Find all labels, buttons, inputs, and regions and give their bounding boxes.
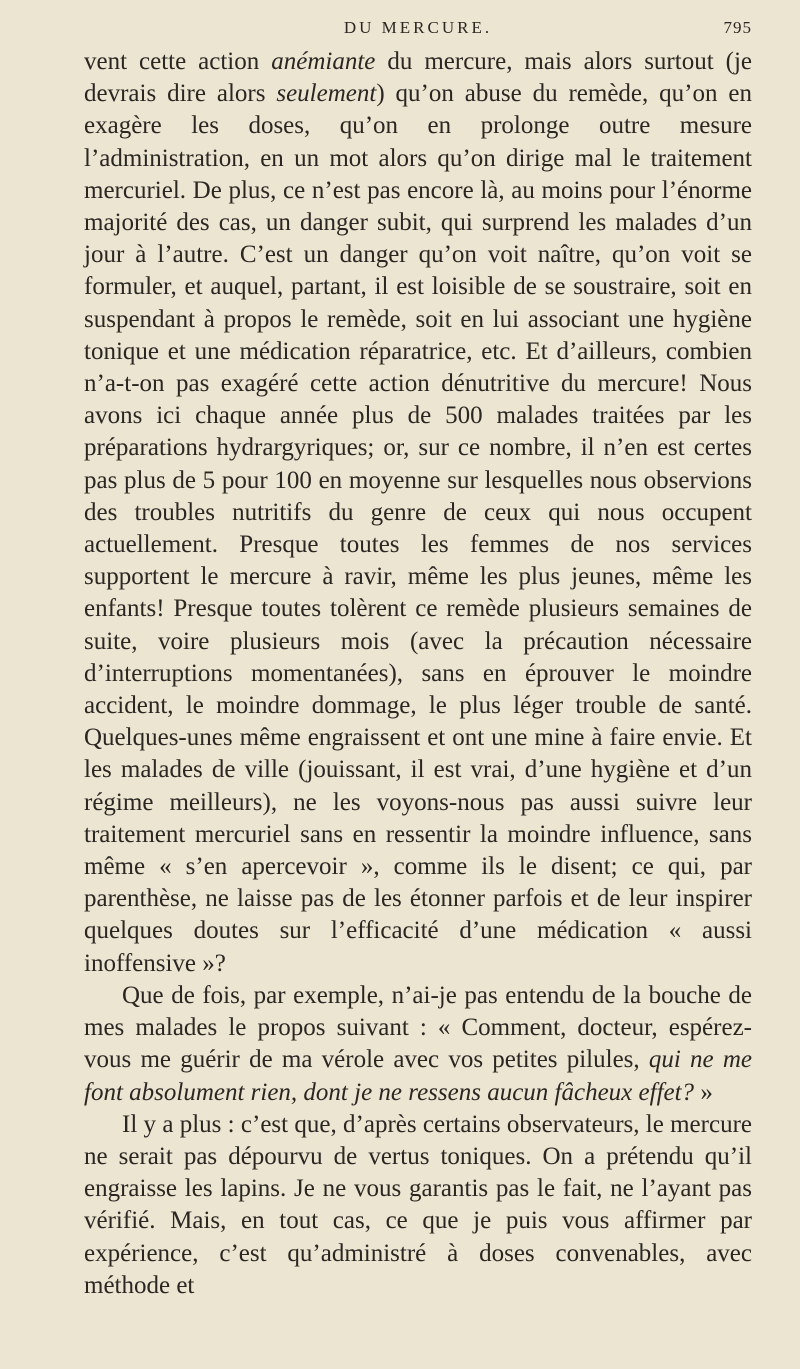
body-text	[84, 46, 752, 1302]
text-run: du mercure, mais alors surtout (je devrais dire alors	[84, 48, 752, 108]
text-run: Il y a plus : c’est que, d’après certains observateurs, le mercure ne serait pas dépourvu de vertus toniques. On a prétendu qu’il engraisse les lapins. Je ne vous garantis pas le fait, ne l’ayant pas vérifié. Mais, en tout cas, ce que je puis vous affirmer par expérience, c’est qu’administré à doses convenables, avec méthode et	[84, 1110, 752, 1299]
italic-run: seulement	[276, 80, 377, 108]
running-title: DU MERCURE.	[343, 18, 493, 37]
italic-run: anémiante	[271, 48, 376, 75]
running-head	[84, 14, 752, 42]
paragraph-2	[84, 980, 752, 1109]
italic-run: qui ne me font absolument rien, dont je ne ressens aucun fâcheux effet?	[84, 1046, 752, 1106]
paragraph-1	[84, 46, 752, 980]
text-run: Que de fois, par exemple, n’ai-je pas entendu de la bouche de mes malades le propos suivant : « Comment, docteur, espérez-vous me guérir de ma vérole avec vos petites pilules,	[84, 981, 752, 1074]
page-number: 795	[723, 18, 752, 37]
text-run: ) qu’on abuse du remède, qu’on en exagère les doses, qu’on en prolonge outre mesure l’administration, en un mot alors qu’on dirige mal le traitement mercuriel. De plus, ce n’est pas encore là, au moins pour l’énorme majorité des cas, un danger subit, qui surprend les malades d’un jour à l’autre. C’est un danger qu’on voit naître, qu’on voit se formuler, et auquel, partant, il est loisible de se soustraire, soit en suspendant à propos le remède, soit en lui associant une hygiène tonique et une médication réparatrice, etc. Et d’ailleurs, combien n’a-t-on pas exagéré cette action dénutritive du mercure! Nous avons ici chaque année plus de 500 malades traitées par les préparations hydrargyriques; or, sur ce nombre, il n’en est certes pas plus de 5 pour 100 en moyenne sur lesquelles nous observions des troubles nutritifs du genre de ceux qui nous occupent actuellement. Presque toutes les femmes de nos services supportent le mercure à ravir, même les plus jeunes, même les enfants! Presque toutes tolèrent ce remède plusieurs semaines de suite, voire plusieurs mois (avec la précaution nécessaire d’interruptions momentanées), sans en éprouver le moindre accident, le moindre dommage, le plus léger trouble de santé. Quelques-unes même engraissent et ont une mine à faire envie. Et les malades de ville (jouissant, il est vrai, d’une hygiène et d’un régime meilleurs), ne les voyons-nous pas aussi suivre leur traitement mercuriel sans en ressentir la moindre influence, sans même « s’en apercevoir », comme ils le disent; ce qui, par parenthèse, ne laisse pas de les étonner parfois et de leur inspirer quelques doutes sur l’efficacité d’une médication « aussi inoffensive »?	[84, 80, 752, 977]
paragraph-3	[84, 1109, 752, 1302]
text-run: vent cette action	[84, 48, 272, 75]
text-run: »	[694, 1078, 713, 1106]
